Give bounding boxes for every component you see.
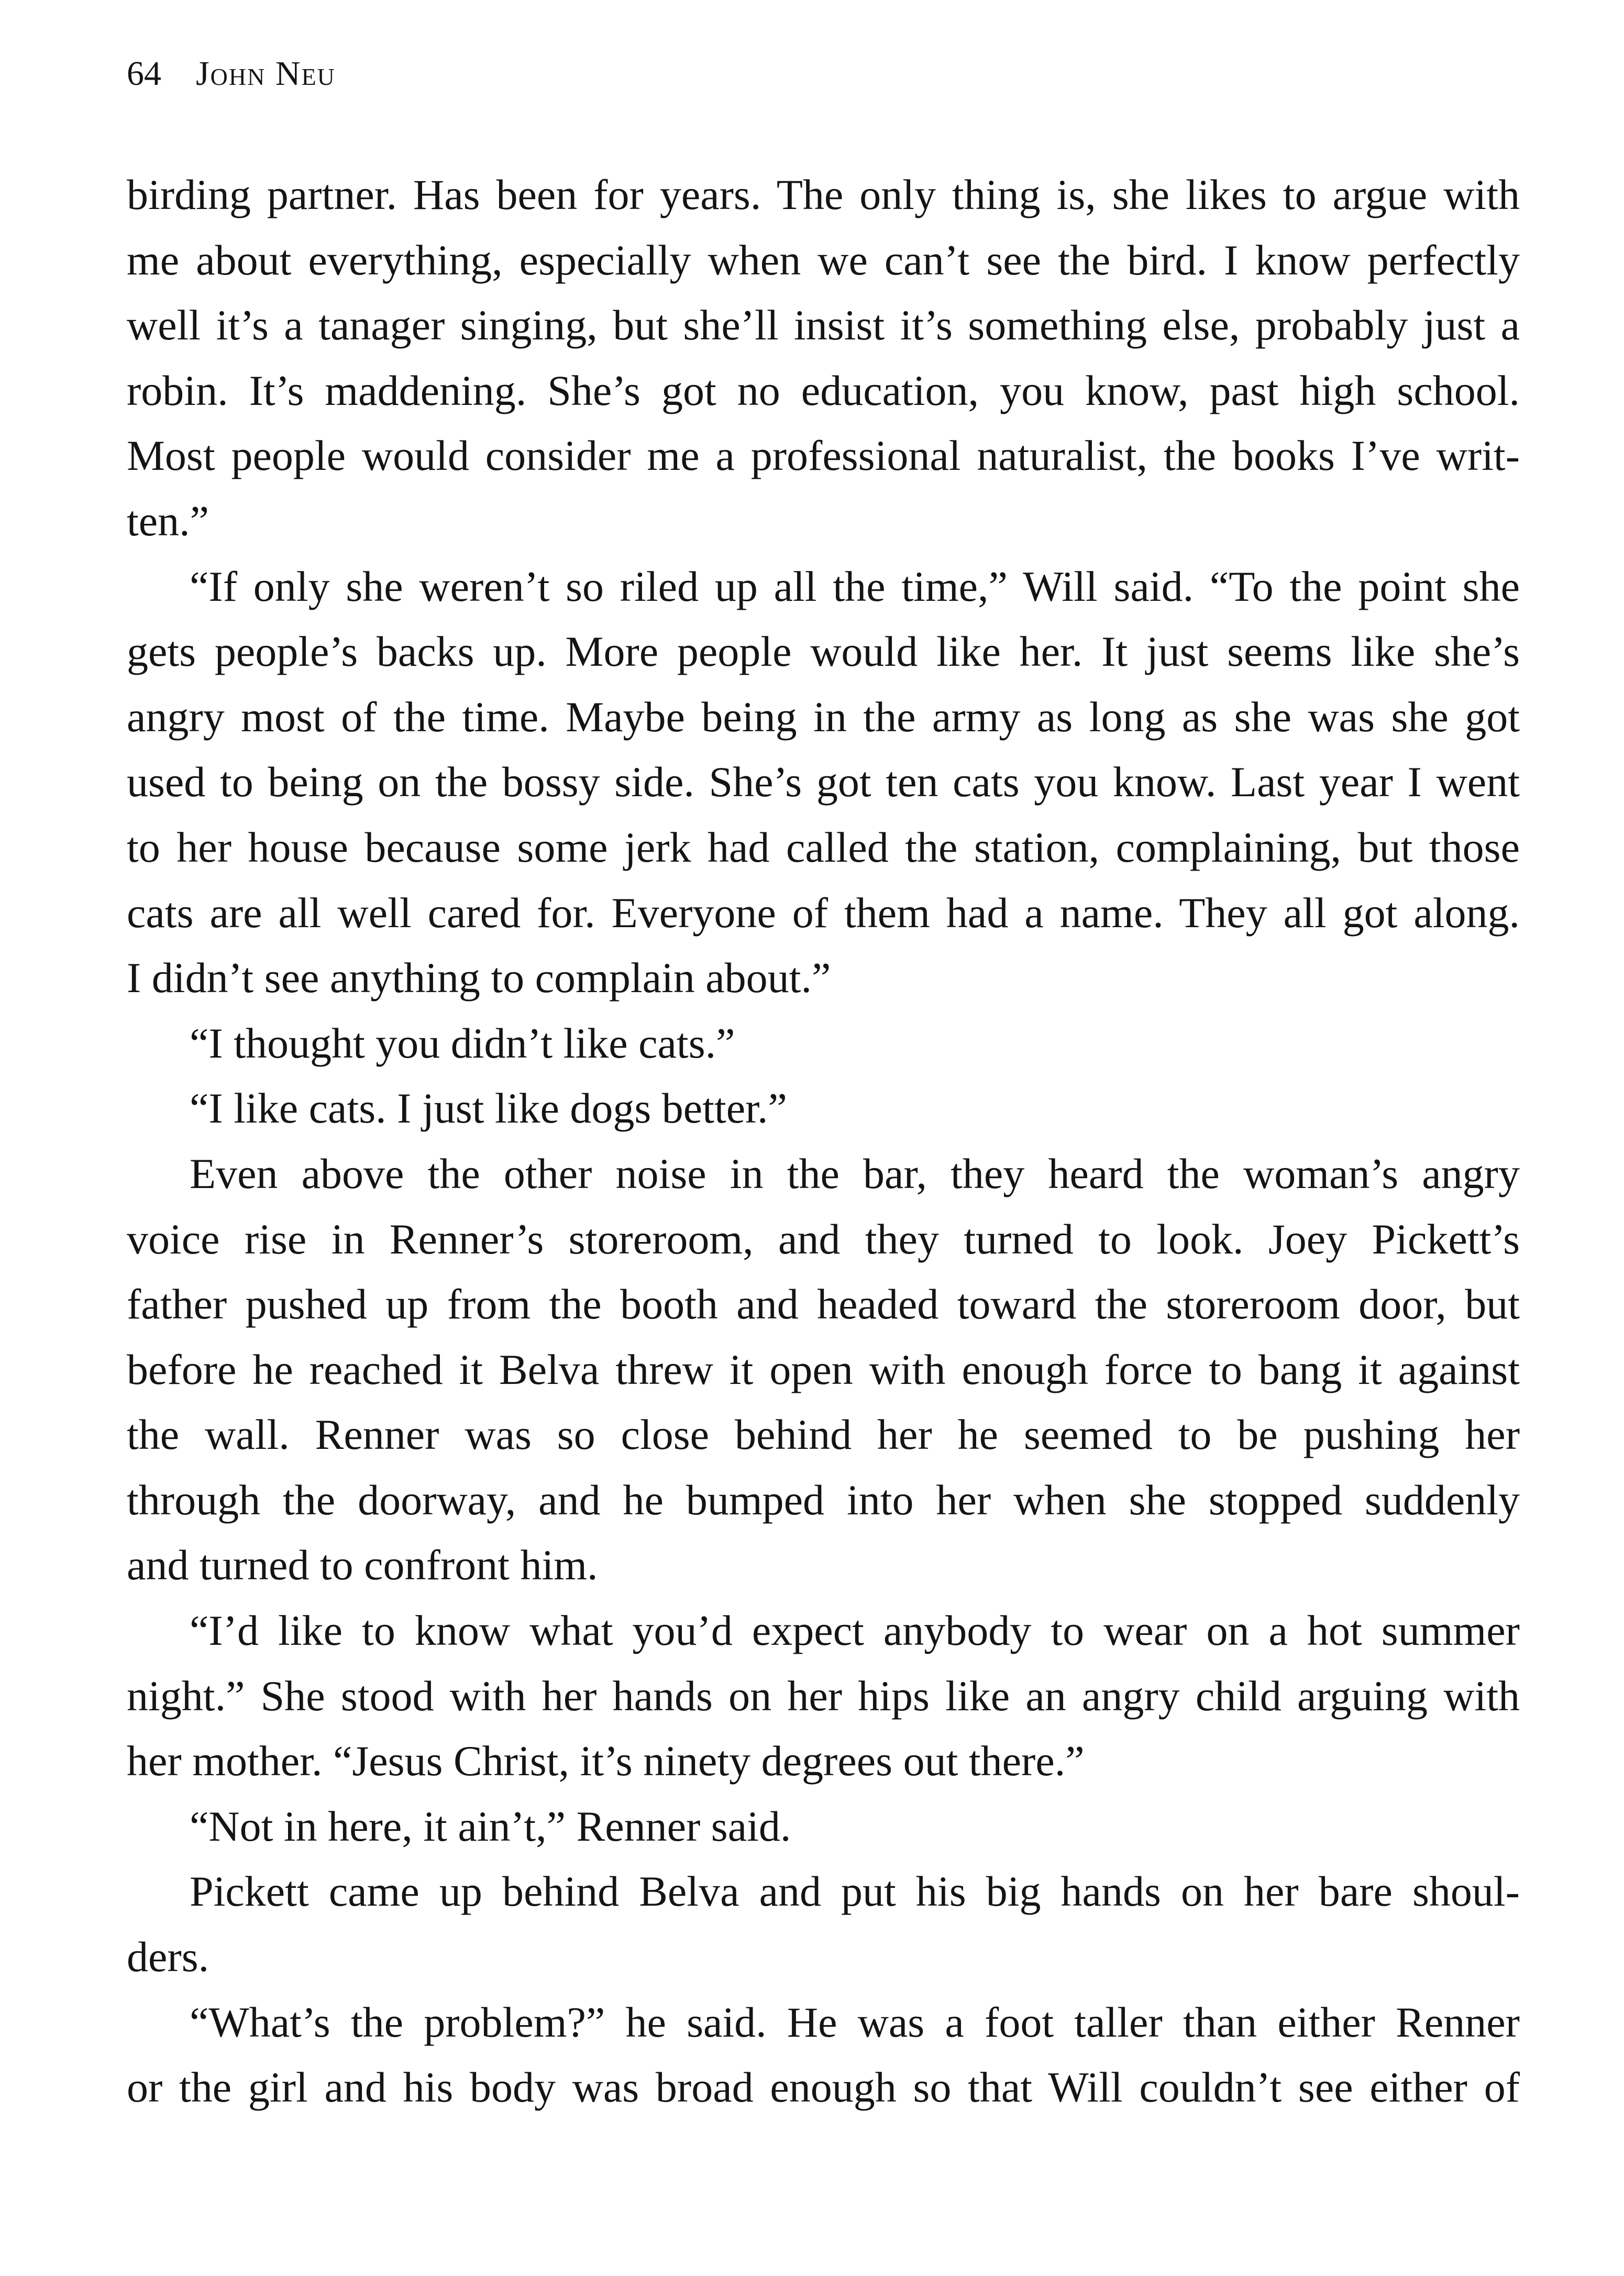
- text-line: Pickett came up behind Belva and put his big hands on her bare shoul-: [190, 1867, 1520, 1916]
- text-line: to her house because some jerk had called the station, complaining, but those: [127, 823, 1520, 871]
- text-line: robin. It’s maddening. She’s got no education, you know, past high school.: [127, 366, 1520, 414]
- text-line: ders.: [127, 1933, 209, 1981]
- text-line: birding partner. Has been for years. The only thing is, she likes to argue with: [127, 171, 1520, 218]
- text-line: I didn’t see anything to complain about.”: [127, 954, 831, 1002]
- body-text: [127, 162, 1520, 2120]
- text-line: “I thought you didn’t like cats.”: [190, 1019, 735, 1067]
- text-line: her mother. “Jesus Christ, it’s ninety degrees out there.”: [127, 1737, 1085, 1785]
- text-line: “What’s the problem?” he said. He was a foot taller than either Renner: [190, 1998, 1520, 2046]
- page-number: 64: [127, 54, 161, 93]
- text-line: well it’s a tanager singing, but she’ll insist it’s something else, probably just a: [127, 301, 1520, 349]
- text-line: “I like cats. I just like dogs better.”: [190, 1084, 787, 1132]
- text-line: before he reached it Belva threw it open with enough force to bang it against: [127, 1345, 1520, 1393]
- text-line: gets people’s backs up. More people would like her. It just seems like she’s: [127, 628, 1520, 676]
- text-line: or the girl and his body was broad enough so that Will couldn’t see either of: [127, 2063, 1520, 2112]
- text-line: and turned to confront him.: [127, 1541, 598, 1589]
- text-line: “I’d like to know what you’d expect anybody to wear on a hot summer: [190, 1607, 1520, 1655]
- text-line: Even above the other noise in the bar, they heard the woman’s angry: [190, 1149, 1520, 1197]
- text-line: angry most of the time. Maybe being in the army as long as she was she got: [127, 692, 1520, 741]
- text-line: “Not in here, it ain’t,” Renner said.: [190, 1802, 791, 1850]
- text-line: Most people would consider me a professional naturalist, the books I’ve writ-: [127, 432, 1520, 480]
- text-line: voice rise in Renner’s storeroom, and they turned to look. Joey Pickett’s: [127, 1215, 1520, 1263]
- text-line: through the doorway, and he bumped into her when she stopped suddenly: [127, 1476, 1520, 1524]
- running-head: [127, 54, 336, 93]
- text-line: used to being on the bossy side. She’s got ten cats you know. Last year I went: [127, 758, 1520, 806]
- text-line: the wall. Renner was so close behind her he seemed to be pushing her: [127, 1411, 1520, 1459]
- running-head-author: John Neu: [196, 54, 336, 93]
- text-line: ten.”: [127, 497, 209, 545]
- text-line: night.” She stood with her hands on her hips like an angry child arguing with: [127, 1672, 1520, 1720]
- text-line: father pushed up from the booth and headed toward the storeroom door, but: [127, 1280, 1520, 1328]
- text-line: cats are all well cared for. Everyone of them had a name. They all got along.: [127, 888, 1520, 937]
- text-line: “If only she weren’t so riled up all the time,” Will said. “To the point she: [190, 562, 1520, 610]
- text-line: me about everything, especially when we can’t see the bird. I know perfectly: [127, 236, 1520, 284]
